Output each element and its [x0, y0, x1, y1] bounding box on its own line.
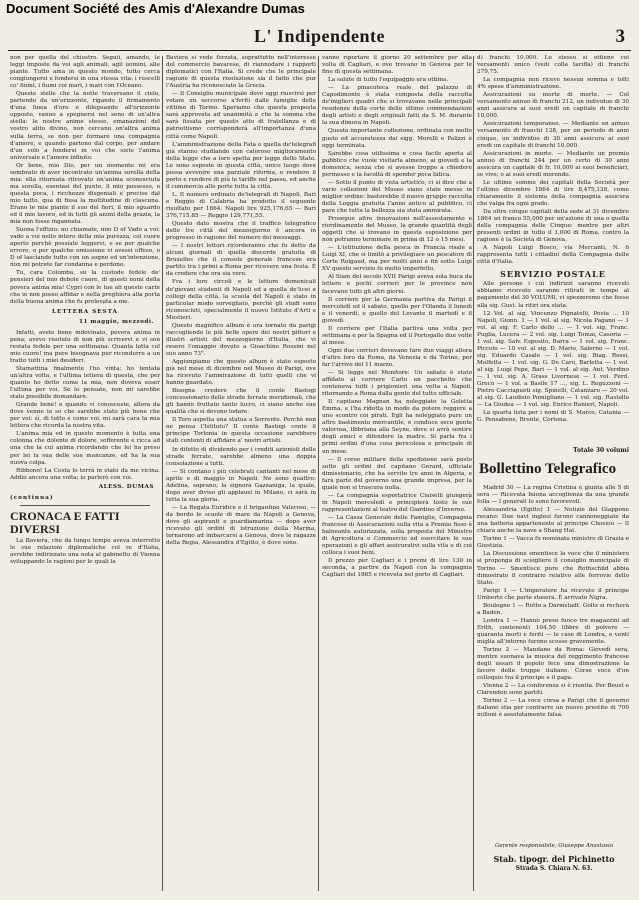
paragraph: Assicurazioni in morte. — Mediante un premio annuo di franchi 244 per un certo di 30 anni assicura un capitale di fr. 10,000 ai suoi beneficiari, se vive; o ai suoi eredi morendo.: [477, 150, 629, 178]
column-divider: [318, 56, 319, 891]
paragraph: Baviera si vede forzata, soprattutto nell'interesse del commercio bavarese, di riannodare i rapporti diplomatici con l'Italia. Si crede che le principale ragione di questa risoluzione sia il fatto che pur l'Austria ha riconosciuto la Grecia.: [166, 55, 316, 90]
bollettino-body: [477, 485, 629, 855]
paragraph: — Sotto il punto di vista artistico, ci si dice che a varie collezioni del Museo siano state messe in miglior ordine: basterebbe il nuovo gruppo raccolta della Loggia gratuita l'anno antico al pubblico, ci pare che tutta la bellezza sia stata ammirata.: [322, 179, 472, 214]
telegram: Madrid 30 — La regina Cristina è giunta alle 5 di sera — Ricevuta buona accoglienza da una grande folla — I generali lo sono favorevoli.: [477, 485, 629, 506]
telegram: Alessandria (Egitto) 1 — Notizie del Giappone recano: Due navi inglesi furono cannoneggiate da una batteria appartenente al principe Chosiou — Il chiara anche la nave a Shang Hai.: [477, 507, 629, 535]
paragraph: In difetto di dividendo per i crediti azionisti delle strade ferrate, sarebbe almeno una doppia consolazione a tutti.: [166, 446, 316, 467]
paragraph: Queste stelle che la notte traversano il cielo, partendo da un'orizzonte, rigando il firmamento d'una linea d'oro e dileguando all'orizzonte opposto, vanno a spegnersi nel seno di un'altra stella: le nostre anime stesse, emanazioni del vostro alito divino, non cercano un'altra anima sulla terra, se non per formare una compagnia d'amore, e quando partono dal corpo, per andare d'un volo a fondersi in voi che siete l'anima universale e l'amore infinito.: [10, 91, 160, 161]
column-2: [166, 55, 316, 895]
paragraph: Il capitano Magnan ha noleggiato la Goletta Emma, e l'ha ridotta in modo da potere reggere a uno scontro coi pirati. Egli ha noleggiato pure un altro bastimento mercantile, e conduce seco gente valorosa, libbriana alla Seyne, dove si avrà sentire degli amici e difendere la madre. Si parla fra i primi ordini d'una cosa pericolosa e principale di un mese.: [322, 399, 472, 455]
telegram: La Discussione smentisce la voce che il ministero si proponga di sciogliere il consiglio municipale di Torino — Smentisce pure che Rothschild abbia dimostrato il contrario relativo alle ferrovie dello Stato.: [477, 551, 629, 586]
paragraph: Il corriere per la Germania partiva da Parigi il mercoledì ed il sabato, quello per l'Olanda il lunedì e il venerdì, e quello del Levante il martedì e il giovedì.: [322, 296, 472, 324]
masthead: [8, 20, 631, 50]
column-divider: [162, 56, 163, 891]
printer-imprint: [480, 855, 628, 873]
telegram: Torino 2 — Mandano da Roma: Giovedì sera, mentre suonava la musica del reggimento francese degli ussari il popolo fece una dimostrazione la favore delle truppe italiane. Corse voce d'un colloquio tra il principe e il papa.: [477, 647, 629, 682]
telegram: Parigi 1 — L'imperatore ha ricevuto il principe Umberto che parte stasera. È arrivato Nigra.: [477, 587, 629, 601]
letter-date: 11 maggio, mezzodì.: [79, 318, 154, 325]
telegram: Torino 1 — Vacca fu nominato ministro di Grazia e Giustizia.: [477, 536, 629, 550]
paragraph: A Napoli Luigi Bosco, via Mercanti, N. 6 rappresenta tutti i cittadini della Compagnia delle città d'Italia.: [477, 245, 629, 266]
paragraph: La salute di tutto l'equipaggio era ottima.: [328, 77, 449, 84]
paragraph: La compagnia non riceve nessun somma e tolti 4% spese d'amministrazione.: [477, 77, 629, 91]
document-watermark: Document Société des Amis d'Alexandre Dumas: [6, 1, 305, 16]
paragraph: L'amministrazione della Fata e quella de'telegrafi già stanno studiando con caloroso miglioramento della legge che a loro spetta per legge dello Stato. Le sono esposte in questa città, unico luogo dove possa avvenire una parziale riforma, e rendere il porto e rendere di più le tariffe nel paese, ed anche il commercio alle porte tutta la città.: [166, 141, 316, 190]
paragraph: Ribbono! La Costa lo terrà in stato da me vicina. Addio ancora una volta; io parlerò con voi.: [10, 467, 160, 481]
section-heading: LETTERA SESTA: [52, 308, 118, 315]
paragraph: Assicurazioni temporanee. — Mediante un annuo versamento di franchi 128, per un periodo di anni cinque, un individuo di 30 anni assicura ai suoi eredi un capitale di franchi 10,000.: [477, 121, 629, 149]
telegram: Torino 2 — La voce corsa a Parigi che il governo italiano stia per contrarre un nuovo prestito di 700 milioni è assolutamente falsa.: [477, 698, 629, 719]
servizio-postale-heading: SERVIZIO POSTALE: [500, 269, 606, 280]
paragraph: d) franchi 10,000. Lo stesso si ottiene coi versamenti unico (vedi colla tariffa) di franchi 279,75.: [477, 55, 629, 76]
paragraph: Il Toro aspetta una statua a Sorrento. Perchè non ne pensa l'Istituto? Il conte Bastogi conte il principe Torlonia in questa occasione sarebbero stati contenti di affidare a' nostri artisti.: [166, 417, 316, 445]
printer-name: Stab. tipogr. del Pichinetto: [493, 854, 615, 864]
telegram: Londra 1 — Hanno preso fuoco tre magazzini ad Erith, contenenti 104,50 libbre di polvere — quaranta morti e feriti — le case di Londra, e venti miglia all'intorno furono scosse gravemente.: [477, 617, 629, 645]
paragraph: Or bene, mio Dio, per un momento mi era sembrato di aver incontrato un'anima sorella della mia: ella ritornata ritrovato un'anima sconosciuta ma sorella, esentasi del punto, il mio possesso, o questa poca, i ricchezze disgeniali e precise dal mio tutto, qua di fissa la moltitudine di ciascuna. Erano le mie piante il suo dei fiori, il mio sguardo ed il mio lavoro, ed in tutti gli animi della grazia, la mia non fosse ingannata.: [10, 162, 160, 226]
cronaca-heading: CRONACA E FATTI DIVERSI: [10, 508, 120, 536]
paragraph: — I nostri lettori ricorderanno che fu detto da alcuni giornali di quella discorde gratuita di Bruxelles che il console generale francese era partito tra i primi a Roma per ricevere una festa. È da credere che ora sia vero.: [166, 243, 316, 278]
paragraph: Il corriere per l'Italia partiva una volta per settimana e per la Spagna ed il Portogallo due volte al mese.: [322, 325, 472, 346]
paragraph: Grande bene! e quando vi conosceste, allora da dove venne io so che sarebbe stato più bene che per voi: sì, di tutto e come voi, mi sarà cara la mia lettera che ricorda la nostra vita.: [10, 402, 160, 430]
paragraph: — Il Consiglio municipale dove oggi riuscirsi per votare un soccorso a'feriti dalle famiglie delle vittime di Torino. Speriamo che questa proposta sarà approvata ad unanimità e che la somma che sarà fissata per questo atto di fratellanza e di patriottismo corrisponderà all'importanza d'una città come Napoli.: [166, 91, 316, 140]
paragraph: Suona l'effizio: mi chiamate, mio D of Vado a voi: vado a voi nello intero della mia purezza, col cuore aperto perchè possiate leggervi, e se per qualche errore, o per qualche omissione vi avessi offeso, o D of lasciando tutto con un sogno ed un'intenzione, non mi potrete far condanna e perdono.: [10, 227, 160, 269]
paragraph: Stamattina finalmente l'ho vinta; ho tentata un'altra volta, e l'ultima lettera di questa, che per quanto ho detto come la mia, non doveva esser l'ultima per voi. Se lo pensate, non mi sarebbe stato possibile domandare.: [10, 365, 160, 401]
author-signature: ALESS. DUMAS: [98, 483, 154, 490]
paragraph: Questo magnifico album è ora tornato da parigi raccogliendo le più belle opere dei nostri pittori e illustri artisti del mezzogiorno d'Italia, che vi resero l'omaggio dovuto a Gioachino Rossini nel suo anno 73°.: [166, 322, 316, 357]
telegram: Boulogne 1 — Rotto a Darmstadt. Goltz si recherà a Baden.: [477, 602, 629, 616]
column-3: [322, 55, 472, 895]
paragraph: — Si contano i più celebrati cantanti nel mese di aprile e di maggio in Napoli. Ne sono quattro: Adelina, soprano; la signora Gazzaniga, la quale, dopo aver diviso gli applausi in Milano, ci sarà in tutta la sua gloria.: [166, 468, 316, 503]
masthead-rule: [8, 50, 631, 51]
paragraph: non per quella del chiostro. Seguii, amando, le leggi imposte da voi agli animali, agli uomini, alle piante. Tutto ama in questo mondo, tutto cerca congiungersi e fondersi in una stessa vita: i ruscelli co' fiumi, i fiumi coi mari, i mari con l'Oceano.: [10, 55, 160, 90]
volumi-total: Totale 30 volumi: [573, 447, 629, 454]
paragraph: L. Il numero ordinato de'telegrafi di Napoli, Bari e Reggio di Calabria ha prodotto il seguente risultato per 1864: Napoli lire 925,176,65 — Bari 376,715,85 — Reggio 129,771,55.: [166, 191, 316, 220]
paragraph: La Baviera, che da lungo tempo aveva interrotto le sue relazioni diplomatiche col re d'Italia, avrebbe indirizzato una nota al gabinetto di Vienna sviluppando le ragioni per le quali la: [10, 537, 160, 565]
paragraph: — La compagnia esportatrice Ciaiselli giungerà in Napoli mercoledì e principierà tosto le sue rappresentazioni al teatro del Giardino d'Inverno.: [322, 492, 472, 513]
paragraph: Bisogna credere che il conte Bastogi concessionario delle strade ferrate meridionali, che gli hanno fruttato tanto lucro, ci siano anche sue qualità che si devono lodare.: [166, 388, 316, 416]
paragraph: Al Siam del secolo XVII Parigi aveva sola buca da lettere e pochi corrieri per le province non facevano tutti gli altri giorni.: [322, 274, 472, 295]
column-4: [477, 55, 629, 455]
paragraph: Questa importante collezione, ordinata con molto gusto ed accuratezza dai sigg. Morelli e Palizzi è oggi terminata.: [322, 128, 472, 149]
continua-label: (continua): [10, 494, 54, 501]
paragraph: La quarta lista per i nomi di S. Marco, Catania — G. Pensabene, Bronte, Cortona.: [477, 410, 629, 424]
paragraph: Da oltre cinque capitali della sede al 31 dicembre 1864 un franco 55,000 per un'azione di una o quella della compagnia delle Cinque: mentre per altri presenti ordini in tutto il 1,000 di Roma, contro la ragione è la Società di Genova.: [477, 208, 629, 244]
paragraph: — Si legge nel Monitore: Un sabato è stato affidato al corriere Carlo un pacchetto che conteneva tutti i prigionieri una volta a Napoli, ritornando a Roma dalla gente del tutto ufficiale.: [322, 370, 472, 398]
column-divider: [473, 56, 474, 891]
newspaper-title: L' Indipendente: [253, 26, 386, 46]
paragraph: Prosegue altre innovazioni nell'assestamento e riordinamento del Museo, la grande quantità degli oggetti che si trovano in questa esposizione per non potranno terminare in prima di 12 o 15 mesi.: [322, 216, 472, 244]
paragraph: — L'istituzione della pesca in Francia risale a Luigi XI, che si limitò a privilegiare un pescatore di Corte Roigaud, ma per molti anni e fin sotto Luigi XV questo servizio fu molto imperfetto.: [322, 245, 472, 273]
paragraph: vanno riportare il giorno 20 settembre per alla volta di Cagliari, e ove trovano in Genova per le fine di questa settimana.: [322, 55, 472, 76]
paragraph: Fra i loro circoli e le letture domenicali de'giovani studenti di Napoli ed a quella de'licei e collegi della città, la scuola del Napoli è stato in particolar modo sorvegliato, perchè gli studi sono riconosciuti, specialmente il nuovo Istituto d'Arti e Mestieri.: [166, 279, 316, 321]
paragraph: — La Regata Euridice e il brigantino Valeroso, — da bordo le scuole di mare da Napoli a Genova, dove gli aspiranti e guardiamarina — dopo aver ricevuto gli ordini di istruzione della Marina, tornarono ad imbarcarsi a Genova, dove le ragazze della Regia, Alessandra d'Egitto, è dove sono.: [166, 504, 316, 547]
paragraph: — Il corso militare della spedizione sarà posto sotto gli ordini del capitano Gerard, ufficiale dimissionario, che ha servito tre anni in Algeria, e farà parte del governo una grande impresa, per la quale non si trascura nulla.: [322, 456, 472, 491]
paragraph: Infatti, avete bene indovinato, povera anima in pena; avevo risoluto di non più scrivervi e vi son restata fedele per una settimana. Quanta lotta col mio cuore! ma pure bisognava pur ricondurre a un tratto tutti i miei desideri.: [10, 329, 160, 364]
section-divider: [20, 505, 150, 506]
paragraph: Aggiungiamo che questo album è stato esposto già nel mese di dicembre nel Museo di Parigi, ove ha ricevuto l'ammirazione di tutti quelli che vi hanno guardato.: [166, 358, 316, 387]
paragraph: Alle persone i cui indirizzi saranno ricevuti abbiamo ricevuto saranno ritirati in tempo al pagamento del 30 VOLUMI, vi spezzeremo che fosse alla sig. Gust. la ritiri ora stata.: [477, 281, 629, 309]
paragraph: Sarebbe cosa utilissima e cosa facile aperta al pubblico che vuole visitarla almeno, ai giovedì e la domenica, senza che si avesse troppo a chiedere permesso e la facoltà di spender poca fatica.: [322, 150, 472, 178]
column-1: [10, 55, 160, 895]
paragraph: — La Cassa Generale delle Famiglie, Compagnia francese di Assicurazioni sulla vita a Premio fisso è balneante autorizzata, sulla proposta del Ministro di Agricoltura e Commercio ad esercitare le sue operazioni e gli affari assicurativi sulla vita e di cui colloca i suoi beni.: [322, 514, 472, 557]
bollettino-heading: Bollettino Telegrafico: [479, 461, 617, 477]
paragraph: — La pinacoteca reale del palazzo di Capodimonte è stata composta della raccolta de'migliori quadri che si trovavano nelle principali residenze della corte delle ultime commendazioni degli artisti e degli originali fatti da S. M. durante la sua dimora in Napoli.: [322, 85, 472, 127]
paragraph: Assicurazioni su morte di morte. — Col versamento annuo di franchi 212, un individuo di 30 anni assicura ai suoi eredi un capitale di franchi 10,000.: [477, 92, 629, 120]
page-number: 3: [615, 26, 625, 47]
paragraph: Tu, cara Colomba, sii la custode fedele de' pensieri del mio debole cuore, di questi nomi della povera anima mia! Cypri con le tue ali queste carte che io non posso affidar e nella preghiera alla porta della buona anima che fu prelevata a me.: [10, 270, 160, 305]
paragraph: Il prezzo per Cagliari e i premi di lire 130 in seconda, a partire da Napoli con la compagnia Cagliari del 1865 e ricevuta nel porto di Cagliari.: [322, 558, 472, 579]
printer-address: Strada S. Chiara N. 63.: [515, 865, 593, 872]
paragraph: 12 Vol. al sig. Vincenzo Pignatelli, Posta ... 10 Napoli, Gionn. 1 — 1 vol. al sig. Nicola Pagano — 1 vol. al sig. F. Carlo dello ... — 1 vol. sig. Franc. Puglia, Lucera — 2 vol. sig. Luigi Tomai, Casoria — 1 vol. sig. Salv. Esposito, Barra — 1 vol. sig. Franc. Piccolo — 10 vol. al sig. D. Mario, Salerno — 1 vol. sig. Eduardo Casale — 1 vol. sig. Biag. Rossi, Molfetta — 1 vol. sig. G. De Caro, Barletta — 1 vol. al sig. Luigi Pepe, Bari — 1 vol. al sig. Ant. Verdino — 1 vol. sig. A. Grass Livornese — 1 vol. Ferd. Greco — 1 vol. a Basile 17 ..., sig. L. Reguzzoni — Pietro Cacciapuoti sig. Spinelli, Catanzaro — 20 vol. al sig. G. Laudisio Pomigliano — 1 vol. sig. Rastello — La Giudea — 1 vol. sig. Enrico Ranieri, Napoli.: [477, 310, 629, 409]
telegram: Vienna 2 — La conferenza si è riunita. Per Beust e Clarendon sono partiti.: [477, 683, 629, 697]
paragraph: Ogni due corrieri dovevano fare due viaggi allora d'altre loro da Roma, da Venezia e da Torino, per far l'arrivo del 11 marzo.: [322, 347, 472, 368]
paragraph: L'anima mia ed in questo momento è tutta una colonna che dolente di dolore, sofferente e ricca ad una che la cui anima ricordando che lei ha preso per lei la sua delle sue mancanze, ed ha la sua nuova colpa.: [10, 431, 160, 466]
paragraph: Le ultime somme dei capitali della Società per l'ultimo dicembre 1864 di lire 8,475,128, come chiaramente il sistema della compagnia assicura che valga fra ogni grado.: [477, 179, 629, 207]
paragraph: Questo dato mostra che il traffico telegrafico delle tre città del mezzogiorno è ancora in progresso in ragione del numero dei messaggi.: [166, 221, 316, 242]
gerente-line: Gerente responsabile, Giuseppe Anastasio: [494, 843, 614, 849]
